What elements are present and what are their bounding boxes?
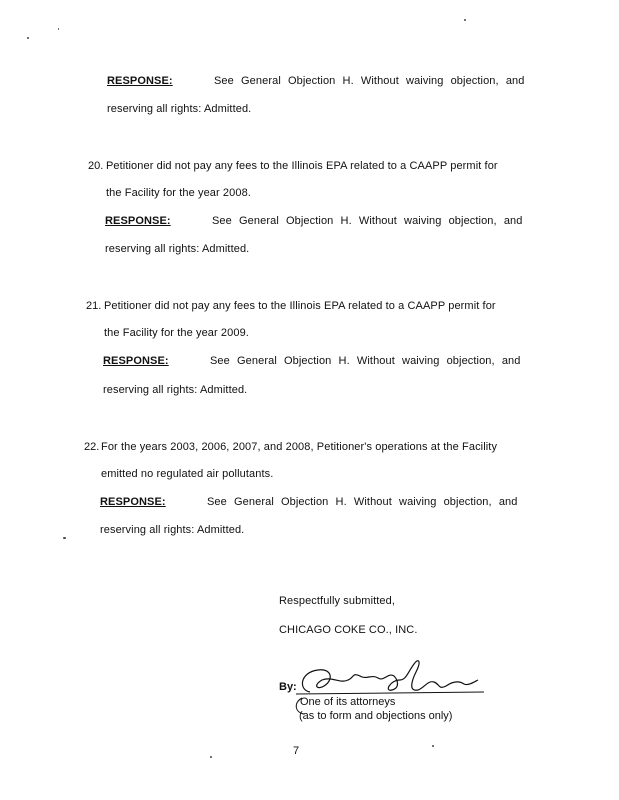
item-text-20: Petitioner did not pay any fees to the Illinois EPA related to a CAAPP permit for bbox=[106, 160, 498, 172]
item-text-22: For the years 2003, 2006, 2007, and 2008, Petitioner's operations at the Facility bbox=[101, 441, 498, 453]
item-text-22-cont: emitted no regulated air pollutants. bbox=[101, 468, 274, 480]
response-cont-20: reserving all rights: Admitted. bbox=[105, 243, 250, 255]
signature-caption-1: One of its attorneys bbox=[300, 696, 396, 708]
item-number-22: 22. bbox=[84, 441, 100, 453]
response-label-1: RESPONSE: bbox=[107, 75, 173, 87]
response-text-22: See General Objection H. Without waiving objection, and bbox=[207, 496, 518, 508]
page-number: 7 bbox=[293, 745, 300, 757]
item-text-20-cont: the Facility for the year 2008. bbox=[106, 187, 251, 199]
scan-speck bbox=[63, 537, 66, 539]
response-label-22: RESPONSE: bbox=[100, 496, 166, 508]
scan-speck bbox=[210, 756, 212, 758]
response-cont-22: reserving all rights: Admitted. bbox=[100, 524, 245, 536]
response-text-21: See General Objection H. Without waiving objection, and bbox=[210, 355, 521, 367]
signature-caption-2: (as to form and objections only) bbox=[299, 710, 453, 722]
item-number-20: 20. bbox=[88, 160, 104, 172]
by-label: By: bbox=[279, 681, 297, 693]
signer-company: CHICAGO COKE CO., INC. bbox=[279, 624, 418, 636]
scan-speck bbox=[464, 19, 466, 21]
item-number-21: 21. bbox=[86, 300, 102, 312]
closing-phrase: Respectfully submitted, bbox=[279, 595, 396, 607]
item-text-21: Petitioner did not pay any fees to the Illinois EPA related to a CAAPP permit for bbox=[104, 300, 496, 312]
scan-speck bbox=[58, 28, 59, 30]
response-cont-1: reserving all rights: Admitted. bbox=[107, 103, 252, 115]
response-label-20: RESPONSE: bbox=[105, 215, 171, 227]
response-label-21: RESPONSE: bbox=[103, 355, 169, 367]
item-text-21-cont: the Facility for the year 2009. bbox=[104, 327, 249, 339]
scan-speck bbox=[27, 37, 29, 39]
scan-speck bbox=[432, 745, 434, 747]
response-text-1: See General Objection H. Without waiving objection, and bbox=[214, 75, 525, 87]
response-text-20: See General Objection H. Without waiving objection, and bbox=[212, 215, 523, 227]
response-cont-21: reserving all rights: Admitted. bbox=[103, 384, 248, 396]
